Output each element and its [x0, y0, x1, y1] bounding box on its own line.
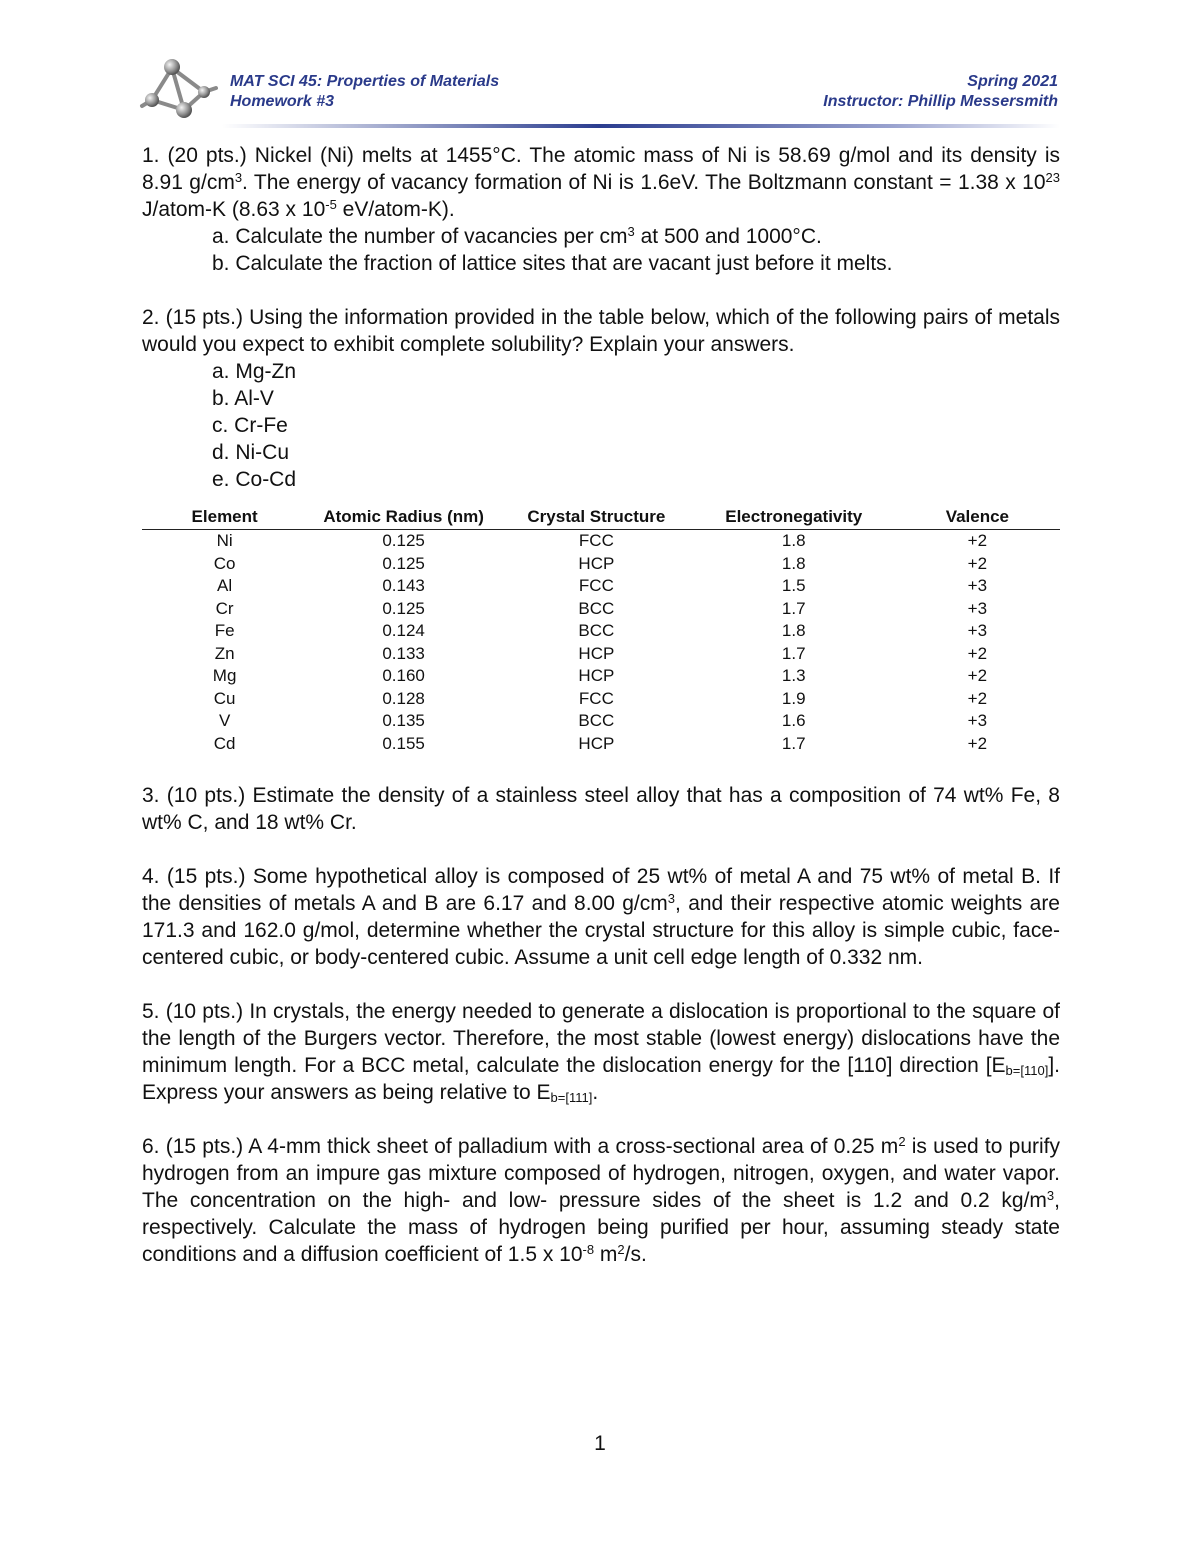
question-2-option-a: a. Mg-Zn: [212, 360, 297, 383]
table-row: [142, 598, 1060, 621]
table-header-row: [142, 507, 1060, 530]
table-cell: 0.125: [382, 531, 425, 550]
table-row: [142, 643, 1060, 666]
table-cell: 0.160: [382, 666, 425, 685]
table-cell: +3: [967, 621, 988, 640]
column-header: Crystal Structure: [500, 507, 693, 530]
table-row: [142, 710, 1060, 733]
table-cell: 1.9: [781, 688, 806, 708]
text-segment: 5. (10 pts.) In crystals, the energy needed to generate a dislocation is proportional to the square of the length of the Burgers vector. Therefore, the most stable (lowest energy) dislocations have the minimum length. For a BCC metal, calculate the dislocation energy for the [110] direction [E: [142, 1000, 1060, 1077]
table-row: [142, 575, 1060, 598]
table-cell: +3: [967, 576, 988, 595]
course-title: MAT SCI 45: Properties of Materials: [230, 73, 500, 90]
crystal-logo-icon: [138, 56, 220, 122]
table-cell: 1.7: [781, 643, 806, 663]
text-segment: is used to purify hydrogen from an impure gas mixture composed of hydrogen, nitrogen, oxygen, and water vapor. The concentration on the high- and low- pressure sides of the sheet is 1.2 and 0.2 kg/m: [142, 1135, 1060, 1212]
table-cell: HCP: [578, 733, 615, 753]
header-course-info: [230, 72, 499, 112]
table-cell: HCP: [578, 643, 615, 663]
table-cell: 0.133: [382, 643, 425, 663]
table-cell: 1.6: [781, 711, 806, 730]
table-row: [142, 665, 1060, 688]
text-segment: , respectively. Calculate the mass of hydrogen being purified per hour, assuming steady state conditions and a diffusion coefficient of 1.5 x 10: [142, 1189, 1060, 1266]
table-cell: +2: [967, 643, 988, 663]
table-cell: Zn: [214, 643, 235, 663]
table-cell: 0.125: [382, 598, 425, 618]
superscript: 3: [234, 170, 243, 185]
table-cell: 0.128: [382, 688, 425, 708]
table-cell: FCC: [578, 688, 614, 708]
question-1a: [142, 223, 1060, 250]
table-cell: Cu: [213, 688, 236, 708]
text-segment: . The energy of vacancy formation of Ni is 1.6eV. The Boltzmann constant = 1.38 x 10: [242, 171, 1046, 194]
column-header: Atomic Radius (nm): [307, 507, 500, 530]
superscript: 3: [667, 891, 675, 906]
table-cell: Fe: [214, 621, 235, 640]
table-cell: Co: [213, 553, 236, 573]
column-header: Electronegativity: [693, 507, 895, 530]
question-4: [142, 863, 1060, 971]
table-cell: 0.135: [382, 711, 425, 730]
table-cell: 1.8: [781, 621, 806, 640]
question-2-option-d: d. Ni-Cu: [212, 441, 290, 464]
text-segment: 1. (20 pts.) Nickel (Ni) melts at 1455°C. The atomic mass of Ni is 58.69 g/mol and its density is 8.91 g/cm: [142, 144, 1060, 194]
table-cell: 1.3: [781, 666, 806, 685]
text-segment: eV/atom-K).: [336, 198, 455, 221]
column-header: Valence: [895, 507, 1060, 530]
table-cell: V: [218, 711, 231, 730]
table-cell: 0.125: [382, 553, 425, 573]
subscript: b=[111]: [550, 1090, 593, 1105]
header-term-info: [823, 72, 1058, 112]
superscript: 3: [1046, 1188, 1055, 1203]
term: Spring 2021: [967, 73, 1058, 90]
instructor: Instructor: Phillip Messersmith: [823, 93, 1058, 110]
table-row: [142, 733, 1060, 756]
text-segment: at 500 and 1000°C.: [634, 225, 822, 248]
table-cell: +2: [967, 531, 988, 550]
superscript: 2: [617, 1242, 625, 1257]
text-segment: ]. Express your answers as being relative to E: [142, 1054, 1060, 1104]
table-cell: 1.8: [781, 553, 806, 573]
homework-body: [142, 142, 1060, 1268]
table-row: [142, 530, 1060, 553]
table-cell: HCP: [578, 666, 615, 685]
table-cell: +3: [967, 598, 988, 618]
superscript: 23: [1045, 170, 1060, 185]
table-cell: Mg: [212, 666, 237, 685]
table-cell: +3: [967, 711, 988, 730]
question-1b: b. Calculate the fraction of lattice sites that are vacant just before it melts.: [212, 252, 893, 275]
table-cell: +2: [967, 733, 988, 753]
text-segment: m: [594, 1243, 618, 1266]
column-header: Element: [142, 507, 307, 530]
question-1: [142, 142, 1060, 223]
question-2-option-b: b. Al-V: [212, 387, 274, 410]
question-6: [142, 1133, 1060, 1268]
table-cell: FCC: [578, 576, 614, 595]
table-row: [142, 688, 1060, 711]
assignment-title: Homework #3: [230, 93, 335, 110]
table-cell: 0.143: [382, 576, 425, 595]
text-segment: 6. (15 pts.) A 4-mm thick sheet of palladium with a cross-sectional area of 0.25 m: [142, 1135, 899, 1158]
page-number: 1: [594, 1432, 606, 1455]
subscript: b=[110]: [1005, 1063, 1049, 1078]
question-2-option-c: c. Cr-Fe: [212, 414, 288, 437]
question-3: 3. (10 pts.) Estimate the density of a stainless steel alloy that has a composition of 74 wt% Fe, 8 wt% C, and 18 wt% Cr.: [142, 784, 1060, 834]
text-segment: /s.: [624, 1243, 647, 1266]
superscript: 2: [898, 1134, 906, 1149]
table-row: [142, 620, 1060, 643]
text-segment: , and their respective atomic weights are 171.3 and 162.0 g/mol, determine whether the crystal structure for this alloy is simple cubic, face-centered cubic, or body-centered cubic. Assume a unit cell edge length of 0.332 nm.: [142, 892, 1060, 969]
table-cell: HCP: [578, 553, 615, 573]
table-cell: +2: [967, 688, 988, 708]
question-2: 2. (15 pts.) Using the information provided in the table below, which of the following pairs of metals would you expect to exhibit complete solubility? Explain your answers.: [142, 306, 1060, 356]
table-row: [142, 553, 1060, 576]
text-segment: a. Calculate the number of vacancies per cm: [212, 225, 628, 248]
question-5: [142, 998, 1060, 1106]
table-cell: 1.5: [781, 576, 806, 595]
table-cell: BCC: [578, 711, 615, 730]
text-segment: J/atom-K (8.63 x 10: [142, 198, 326, 221]
question-2-option-e: e. Co-Cd: [212, 468, 297, 491]
table-cell: +2: [967, 666, 988, 685]
table-cell: 1.8: [781, 531, 806, 550]
table-cell: Cr: [215, 598, 234, 618]
table-cell: FCC: [578, 531, 614, 550]
header-divider: [222, 124, 1060, 128]
superscript: -8: [582, 1242, 595, 1257]
table-cell: BCC: [578, 621, 615, 640]
table-cell: 1.7: [781, 733, 806, 753]
superscript: 3: [627, 224, 635, 239]
element-properties-table: [142, 507, 1060, 755]
table-cell: Ni: [216, 531, 233, 550]
table-cell: 0.124: [382, 621, 425, 640]
superscript: -5: [325, 197, 337, 212]
text-segment: 4. (15 pts.) Some hypothetical alloy is composed of 25 wt% of metal A and 75 wt% of metal B. If the densities of metals A and B are 6.17 and 8.00 g/cm: [142, 865, 1060, 915]
table-cell: Al: [217, 576, 233, 595]
text-segment: .: [592, 1081, 599, 1104]
table-cell: +2: [967, 553, 988, 573]
table-cell: Cd: [213, 733, 236, 753]
table-cell: BCC: [578, 598, 615, 618]
table-cell: 0.155: [382, 733, 425, 753]
table-cell: 1.7: [781, 598, 806, 618]
